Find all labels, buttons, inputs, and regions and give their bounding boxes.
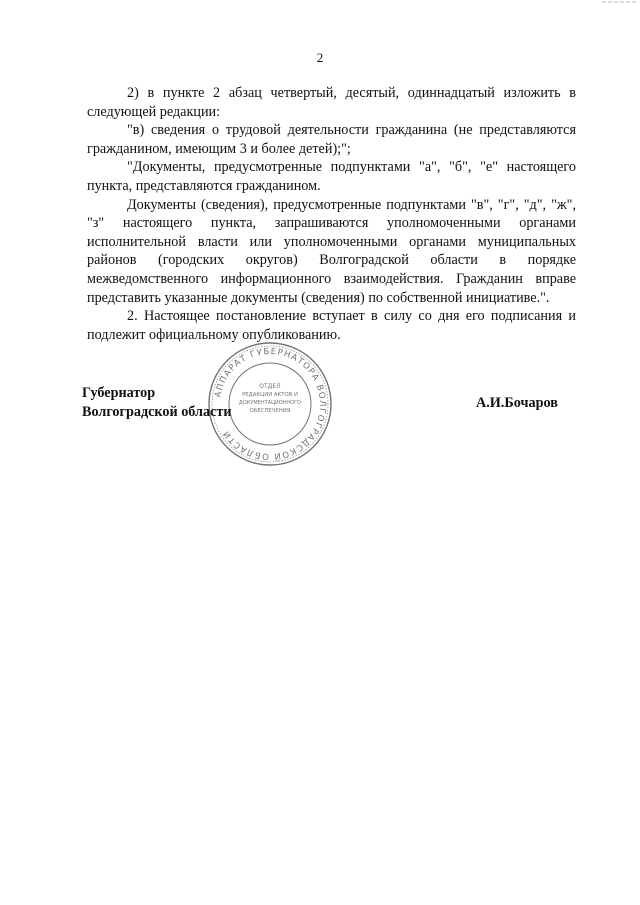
signatory-position-line1: Губернатор [82, 385, 156, 401]
svg-text:АППАРАТ ГУБЕРНАТОРА ВОЛГОГРАДС: АППАРАТ ГУБЕРНАТОРА ВОЛГОГРАДСКОЙ ОБЛАСТИ [213, 346, 328, 462]
page-number: 2 [316, 50, 324, 65]
paragraph-subitem-v: "в) сведения о трудовой деятельности гражданина (не представляются гражданином, имеющим 3 и более детей);"; [87, 122, 576, 157]
paragraph-effective-date: 2. Настоящее постановление вступает в силу со дня его подписания и подлежит официальному опубликованию. [87, 308, 576, 343]
signatory-position [82, 384, 232, 421]
document-body [87, 84, 576, 344]
svg-text:РЕДАКЦИИ АКТОВ И: РЕДАКЦИИ АКТОВ И [242, 392, 298, 398]
paragraph-documents-interagency: Документы (сведения), предусмотренные подпунктами "в", "г", "д", "ж", "з" настоящего пункта, запрашиваются уполномоченными органами исполнительной власти или уполномоченными органами муниципальных районов (городских округов) Волгоградской области в порядке межведомственного информационного взаимодействия. Гражданин вправе представить указанные документы (сведения) по собственной инициативе.". [87, 196, 576, 306]
paragraph-amendment-intro: 2) в пункте 2 абзац четвертый, десятый, одиннадцатый изложить в следующей редакции: [87, 85, 576, 120]
scan-edge-mark [600, 0, 640, 4]
svg-text:ОТДЕЛ: ОТДЕЛ [259, 383, 281, 390]
svg-text:ДОКУМЕНТАЦИОННОГО: ДОКУМЕНТАЦИОННОГО [238, 400, 302, 406]
svg-text:ОБЕСПЕЧЕНИЯ: ОБЕСПЕЧЕНИЯ [249, 408, 291, 414]
signatory-position-line2: Волгоградской области [82, 403, 232, 420]
signatory-name: А.И.Бочаров [476, 395, 558, 411]
paragraph-documents-a-b-e: "Документы, предусмотренные подпунктами "а", "б", "е" настоящего пункта, представляются гражданином. [87, 159, 576, 194]
